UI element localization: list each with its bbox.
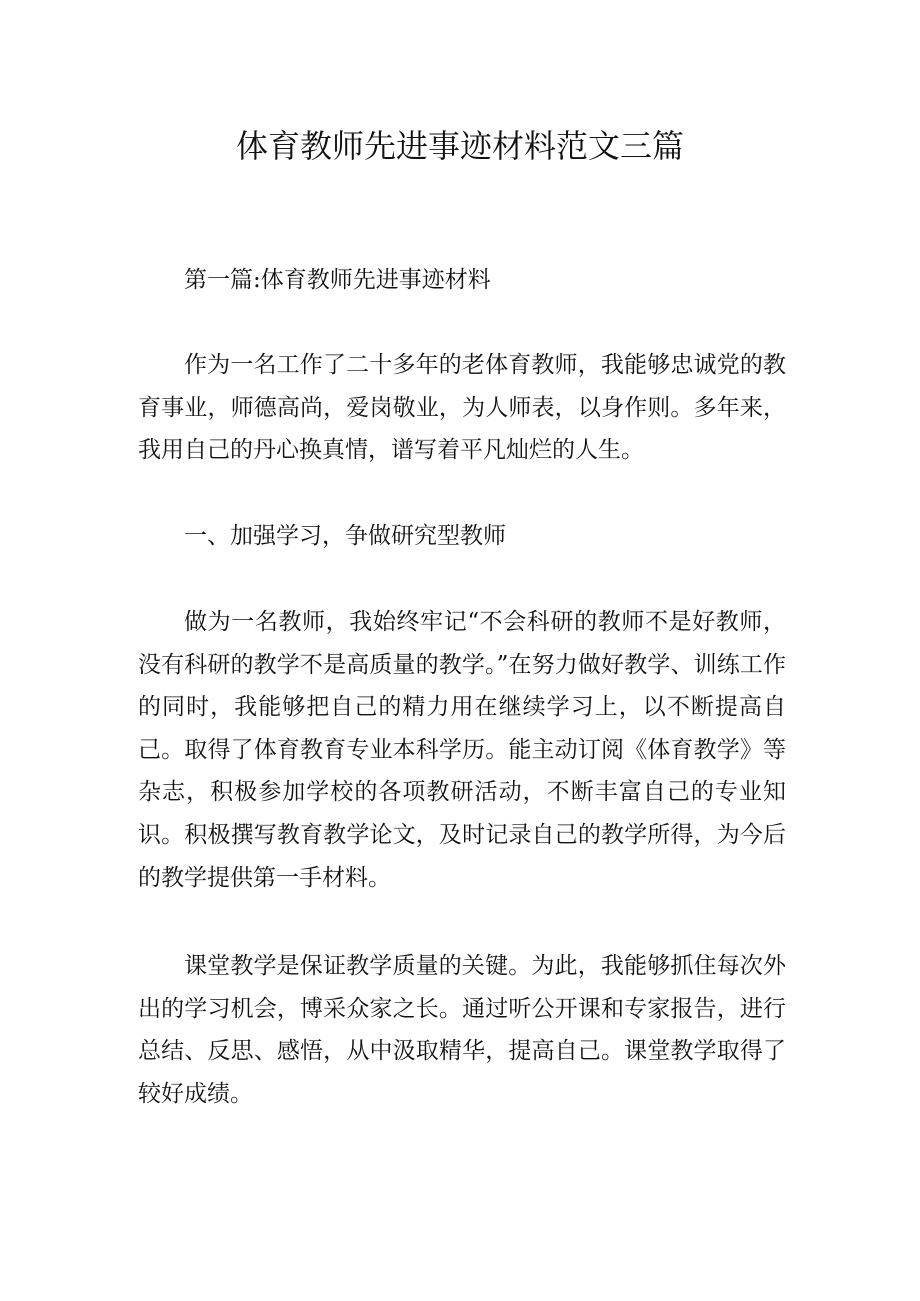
intro-paragraph: 作为一名工作了二十多年的老体育教师，我能够忠诚党的教育事业，师德高尚，爱岗敬业，为人师表，以身作则。多年来，我用自己的丹心换真情，谱写着平凡灿烂的人生。	[138, 352, 786, 464]
classroom-paragraph: 课堂教学是保证教学质量的关键。为此，我能够抓住每次外出的学习机会，博采众家之长。通过听公开课和专家报告，进行总结、反思、感悟，从中汲取精华，提高自己。课堂教学取得了较好成绩。	[138, 953, 786, 1107]
research-paragraph: 做为一名教师，我始终牢记“不会科研的教师不是好教师，没有科研的教学不是高质量的教学。”在努力做好教学、训练工作的同时，我能够把自己的精力用在继续学习上，以不断提高自己。取得了体育教育专业本科学历。能主动订阅《体育教学》等杂志，积极参加学校的各项教研活动，不断丰富自己的专业知识。积极撰写教育教学论文，及时记录自己的教学所得，为今后的教学提供第一手材料。	[138, 609, 786, 891]
document-title: 体育教师先进事迹材料范文三篇	[235, 127, 684, 165]
section-heading-study: 一、加强学习，争做研究型教师	[184, 523, 506, 549]
section-heading-part-one: 第一篇:体育教师先进事迹材料	[184, 267, 491, 293]
